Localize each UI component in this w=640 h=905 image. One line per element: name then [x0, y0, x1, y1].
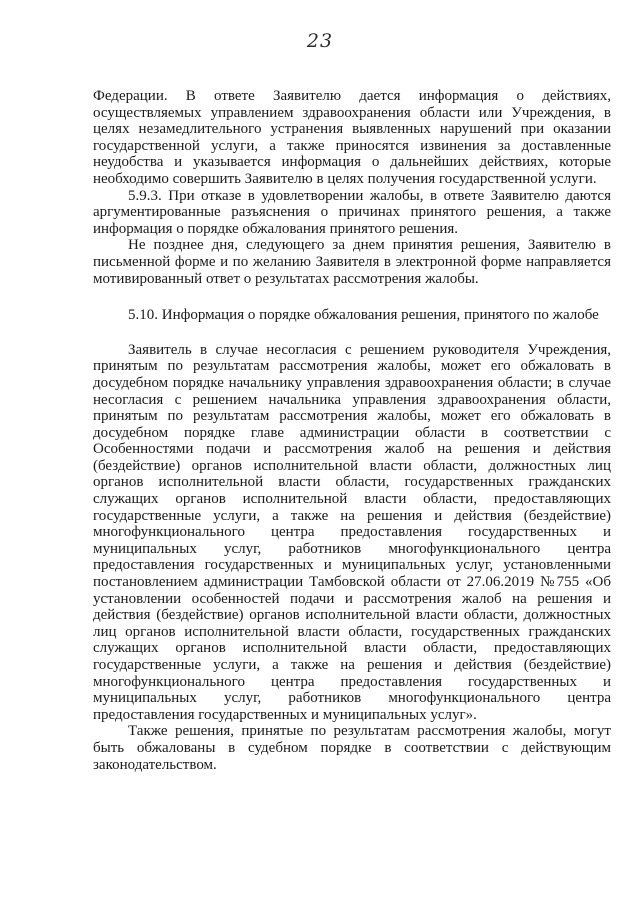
paragraph-continuation: Федерации. В ответе Заявителю дается информация о действиях, осуществляемых управлением здравоохранения области или Учреждения, в целях незамедлительного устранения выявленных нарушений при оказании государственной услуги, а также приносятся извинения за доставленные неудобства и указывается информация о дальнейших действиях, которые необходимо совершить Заявителю в целях получения государственной услуги. — [93, 88, 611, 187]
paragraph-appeal-procedure: Заявитель в случае несогласия с решением руководителя Учреждения, принятым по результатам рассмотрения жалобы, может его обжаловать в досудебном порядке начальнику управления здравоохранения области; в случае несогласия с решением начальника управления здравоохранения области, принятым по результатам рассмотрения жалобы, может его обжаловать в досудебном порядке главе администрации области в соответствии с Особенностями подачи и рассмотрения жалоб на решения и действия (бездействие) органов исполнительной власти области, должностных лиц органов исполнительной власти области, государственных гражданских служащих органов исполнительной власти области, предоставляющих государственные услуги, а также на решения и действия (бездействие) многофункционального центра предоставления государственных и муниципальных услуг, работников многофункционального центра предоставления государственных и муниципальных услуг, установленными постановлением администрации Тамбовской области от 27.06.2019 №755 «Об установлении особенностей подачи и рассмотрения жалоб на решения и действия (бездействие) органов исполнительной власти области, должностных лиц органов исполнительной власти области, государственных гражданских служащих органов исполнительной власти области, предоставляющих государственные услуги, а также на решения и действия (бездействие) многофункционального центра предоставления государственных и муниципальных услуг, работников многофункционального центра предоставления государственных и муниципальных услуг». — [93, 341, 611, 723]
paragraph-decision-response: Не позднее дня, следующего за днем принятия решения, Заявителю в письменной форме и по желанию Заявителя в электронной форме направляется мотивированный ответ о результатах рассмотрения жалобы. — [93, 237, 611, 287]
document-body — [93, 88, 611, 773]
section-heading-5-10: 5.10. Информация о порядке обжалования решения, принятого по жалобе — [128, 307, 599, 324]
page-number: 23 — [306, 30, 334, 52]
paragraph-court-appeal: Также решения, принятые по результатам рассмотрения жалобы, могут быть обжалованы в судебном порядке в соответствии с действующим законодательством. — [93, 723, 611, 773]
paragraph-5-9-3: 5.9.3. При отказе в удовлетворении жалобы, в ответе Заявителю даются аргументированные разъяснения о причинах принятого решения, а также информация о порядке обжалования принятого решения. — [93, 187, 611, 237]
